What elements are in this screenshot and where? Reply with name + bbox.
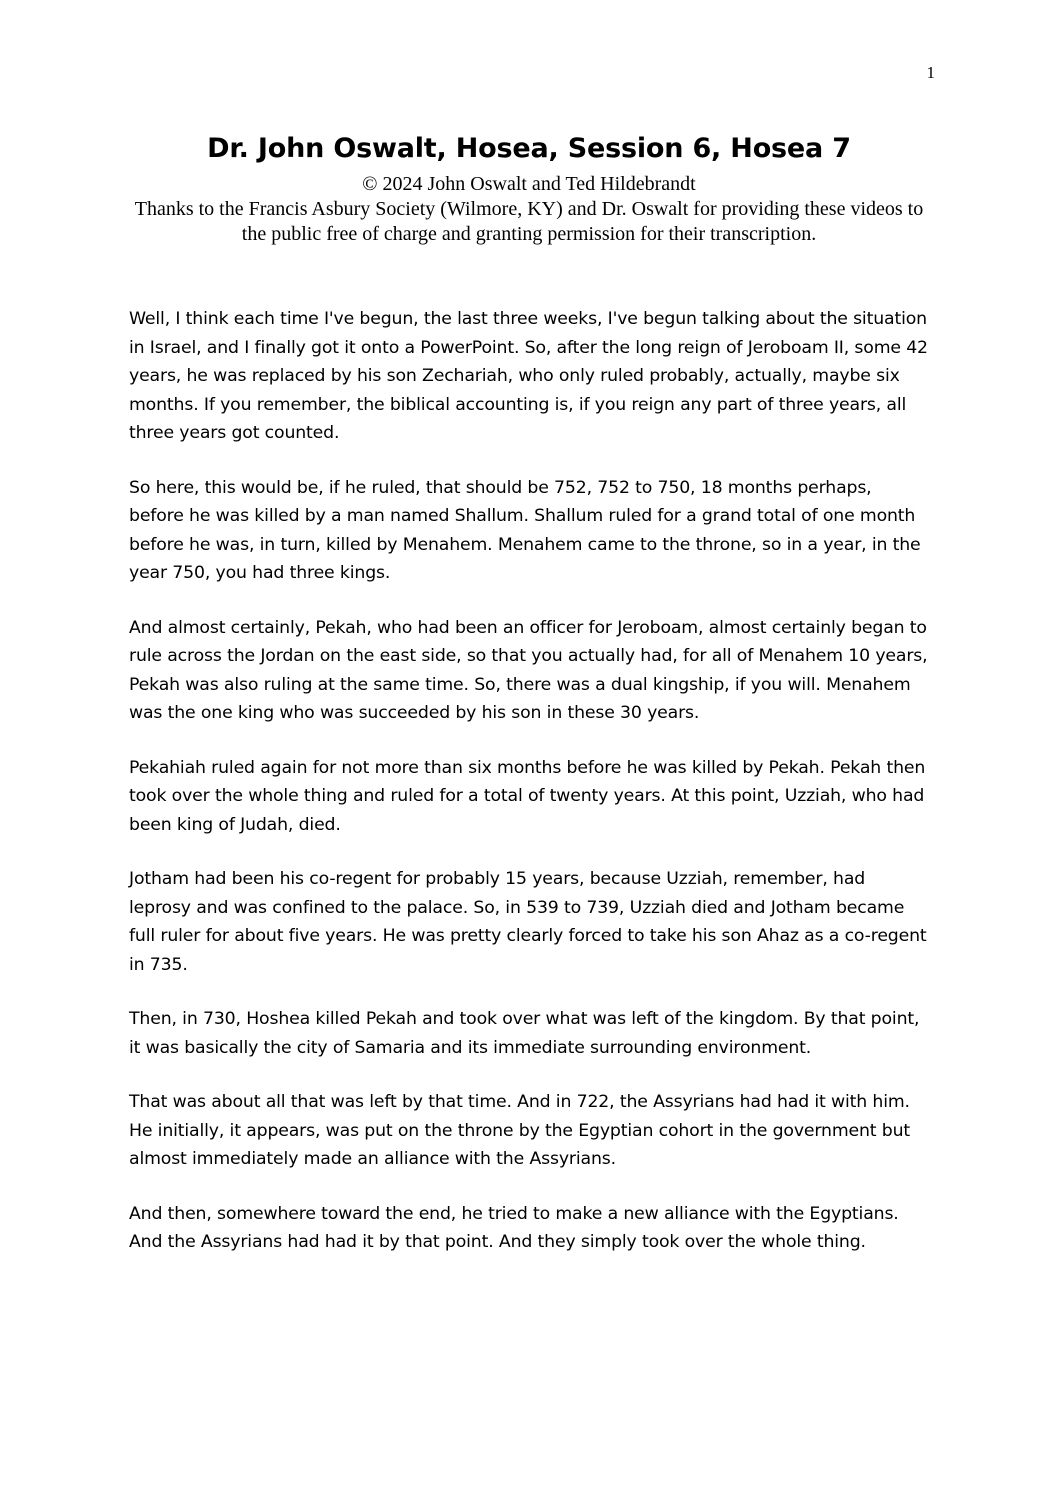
page-number: 1 (926, 63, 935, 82)
copyright-line: © 2024 John Oswalt and Ted Hildebrandt (362, 173, 696, 195)
paragraph: And almost certainly, Pekah, who had been an officer for Jeroboam, almost certainly began to rule across the Jordan on the east side, so that you actually had, for all of Menahem 10 years, Pekah was also ruling at the same time. So, there was a dual kingship, if you will. Menahem was the one king who was succeeded by his son in these 30 years. (129, 617, 928, 723)
paragraph: Pekahiah ruled again for not more than six months before he was killed by Pekah. Pekah then took over the whole thing and ruled for a total of twenty years. At this point, Uzziah, who had been king of Judah, died. (129, 757, 926, 835)
paragraph: That was about all that was left by that time. And in 722, the Assyrians had had it with him. He initially, it appears, was put on the throne by the Egyptian cohort in the government but almost immediately made an alliance with the Assyrians. (129, 1092, 911, 1169)
thanks-line: Thanks to the Francis Asbury Society (Wilmore, KY) and Dr. Oswalt for providing these videos to the public free of charge and granting permission for their transcription. (134, 198, 924, 245)
transcript-body (129, 305, 929, 1283)
document-header (129, 172, 929, 247)
paragraph: So here, this would be, if he ruled, that should be 752, 752 to 750, 18 months perhaps, before he was killed by a man named Shallum. Shallum ruled for a grand total of one month before he was, in turn, killed by Menahem. Menahem came to the throne, so in a year, in the year 750, you had three kings. (129, 477, 921, 583)
paragraph: Jotham had been his co-regent for probably 15 years, because Uzziah, remember, had leprosy and was confined to the palace. So, in 539 to 739, Uzziah died and Jotham became full ruler for about five years. He was pretty clearly forced to take his son Ahaz as a co-regent in 735. (129, 869, 927, 975)
paragraph: Then, in 730, Hoshea killed Pekah and took over what was left of the kingdom. By that point, it was basically the city of Samaria and its immediate surrounding environment. (129, 1009, 920, 1058)
document-title: Dr. John Oswalt, Hosea, Session 6, Hosea 7 (207, 133, 851, 164)
paragraph: And then, somewhere toward the end, he tried to make a new alliance with the Egyptians. And the Assyrians had had it by that point. And they simply took over the whole thing. (129, 1203, 899, 1252)
paragraph: Well, I think each time I've begun, the last three weeks, I've begun talking about the situation in Israel, and I finally got it onto a PowerPoint. So, after the long reign of Jeroboam II, some 42 years, he was replaced by his son Zechariah, who only ruled probably, actually, maybe six months. If you remember, the biblical accounting is, if you reign any part of three years, all three years got counted. (129, 309, 928, 443)
